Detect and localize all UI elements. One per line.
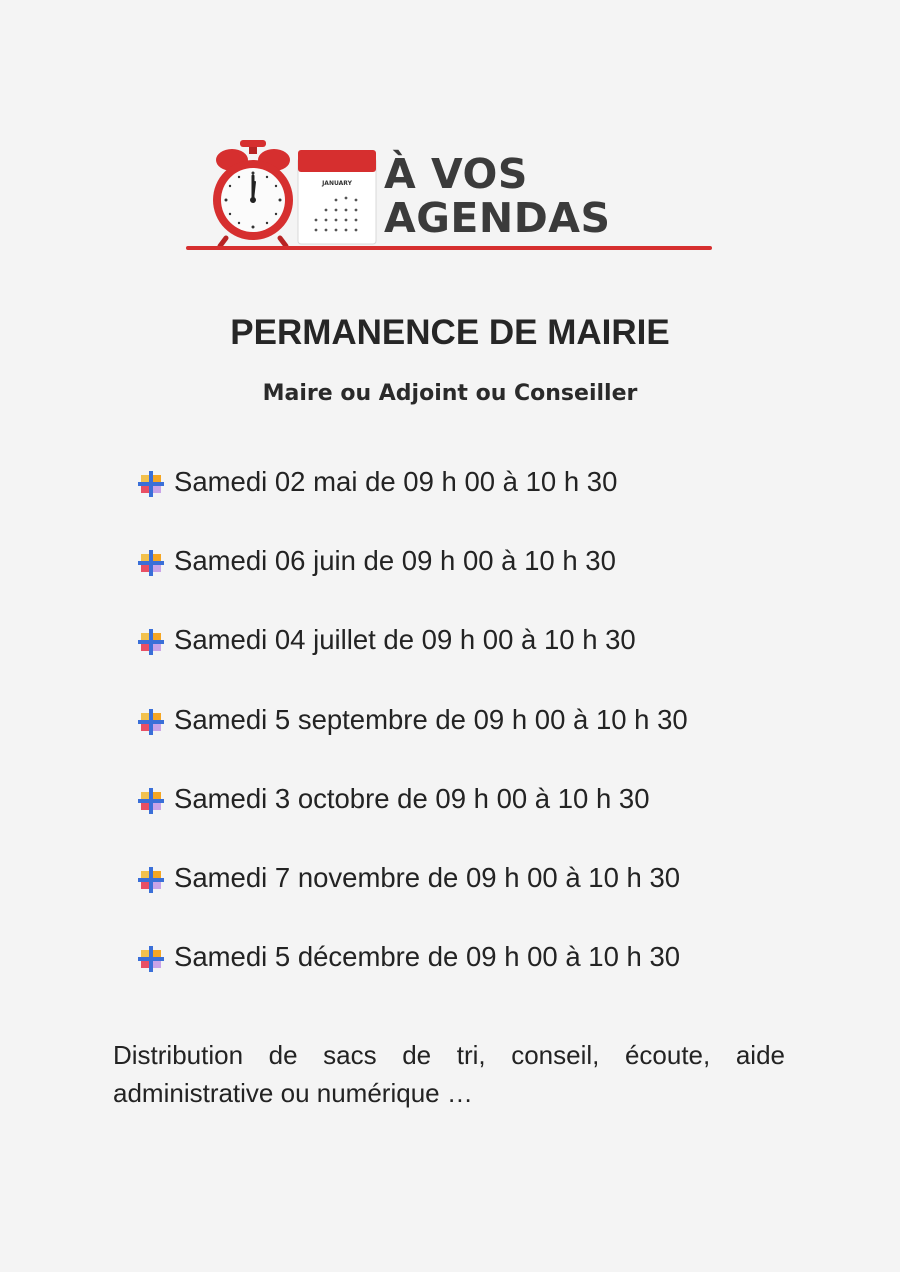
list-item (138, 783, 688, 862)
page-subtitle: Maire ou Adjoint ou Conseiller (262, 381, 638, 406)
list-item (138, 466, 688, 545)
list-item (138, 704, 688, 783)
list-item (138, 624, 688, 703)
agenda-banner (186, 138, 712, 256)
schedule-list (138, 466, 688, 1020)
list-item (138, 941, 688, 1020)
banner-line-2: AGENDAS (384, 194, 611, 242)
schedule-date: Samedi 5 septembre de 09 h 00 à 10 h 30 (174, 703, 688, 735)
cross-bullet-icon (138, 471, 164, 497)
cross-bullet-icon (138, 867, 164, 893)
schedule-date: Samedi 06 juin de 09 h 00 à 10 h 30 (174, 545, 616, 577)
banner-underline (186, 246, 712, 250)
schedule-date: Samedi 7 novembre de 09 h 00 à 10 h 30 (174, 861, 681, 893)
calendar-icon (298, 150, 376, 244)
alarm-clock-icon (213, 140, 293, 246)
list-item (138, 545, 688, 624)
calendar-month-label: JANUARY (322, 180, 352, 187)
page-title: PERMANENCE DE MAIRIE (230, 313, 670, 352)
list-item (138, 862, 688, 941)
banner-line-1: À VOS (384, 150, 528, 198)
cross-bullet-icon (138, 629, 164, 655)
cross-bullet-icon (138, 788, 164, 814)
schedule-date: Samedi 02 mai de 09 h 00 à 10 h 30 (174, 466, 618, 497)
cross-bullet-icon (138, 550, 164, 576)
schedule-date: Samedi 3 octobre de 09 h 00 à 10 h 30 (174, 782, 650, 814)
banner-heading (384, 152, 611, 240)
services-note: Distribution de sacs de tri, conseil, écoute, aide administrative ou numérique … (113, 1040, 785, 1108)
alarm-clock-calendar-icon (186, 138, 386, 250)
schedule-date: Samedi 5 décembre de 09 h 00 à 10 h 30 (174, 941, 681, 973)
cross-bullet-icon (138, 946, 164, 972)
schedule-date: Samedi 04 juillet de 09 h 00 à 10 h 30 (174, 624, 636, 656)
cross-bullet-icon (138, 709, 164, 735)
